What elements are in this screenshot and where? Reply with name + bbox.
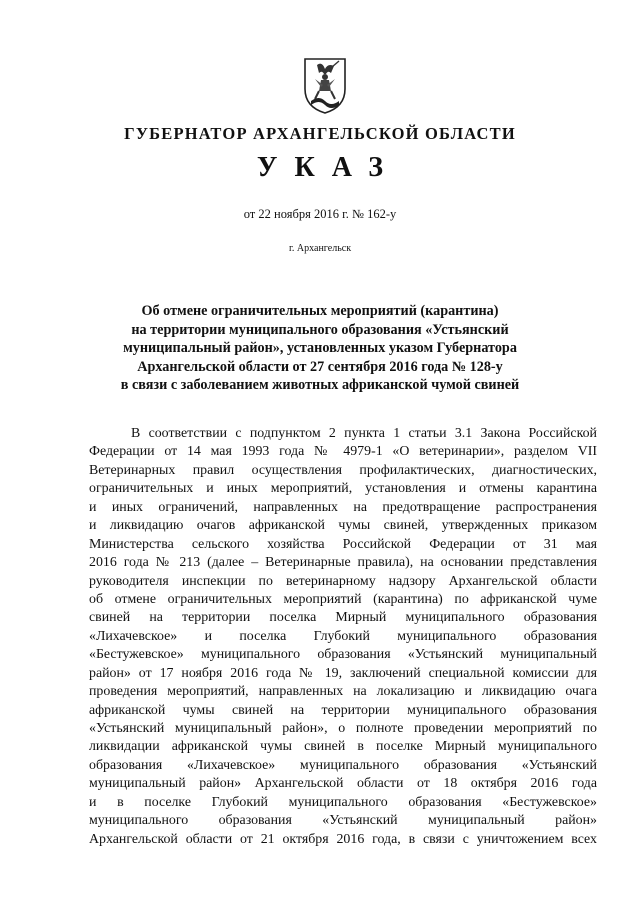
body-line: африканской чумы свиней на территории муниципального образования [89,702,597,718]
body-line: муниципального образования «Устьянский муниципальный район» [89,813,597,829]
body-line: свиней на территории поселка Мирный муниципального образования [89,610,597,626]
body-line: муниципальный район» Архангельской области от 18 октября 2016 года [89,776,597,792]
document-title [110,302,530,395]
body-line: образования «Лихачевское» муниципального образования «Устьянский [89,757,597,773]
body-line: ликвидации африканской чумы свиней в поселке Мирный муниципального [89,739,597,755]
body-line: «Лихачевское» и поселка Глубокий муниципального образования [89,628,597,644]
body-line: «Устьянский муниципальный район», о полноте проведении мероприятий по [89,721,597,736]
body-text [89,425,597,849]
place-of-issue: г. Архангельск [288,243,352,254]
body-line: 2016 года № 213 (далее – Ветеринарные правила), на основании представления [89,555,597,571]
date-and-number: от 22 ноября 2016 г. № 162-у [243,207,397,221]
issuer-heading: ГУБЕРНАТОР АРХАНГЕЛЬСКОЙ ОБЛАСТИ [124,124,516,143]
body-line: руководителя инспекции по ветеринарному надзору Архангельской области [89,573,597,589]
body-line: и ликвидацию очагов африканской чумы свиней, утвержденных приказом [89,518,597,534]
body-line: район» от 17 ноября 2016 года № 19, заключений специальной комиссии для [89,665,597,681]
body-line: «Бестужевское» муниципального образования «Устьянский муниципальный [89,647,597,663]
title-line: муниципальный район», установленных указом Губернатора [123,340,517,357]
body-line: об отмене ограничительных мероприятий (карантина) по африканской чуме [89,591,597,607]
title-line: в связи с заболеванием животных африканской чумой свиней [120,377,520,394]
body-line: и иных ограничений, направленных на предотвращение распространения [89,499,597,515]
coat-of-arms-icon [301,55,349,115]
title-line: Архангельской области от 27 сентября 2016 года № 128-у [137,358,503,375]
title-line: на территории муниципального образования «Устьянский [131,321,509,338]
body-line: ограничительных и иных мероприятий, установления и отмены карантина [89,481,597,497]
body-line: Федерации от 14 мая 1993 года № 4979-1 «О ветеринарии», разделом VII [89,444,597,460]
body-line: Архангельской области от 21 октября 2016 года, в связи с уничтожением всех [89,831,597,847]
body-line: Ветеринарных правил осуществления профилактических, диагностических, [89,462,597,478]
body-line: В соответствии с подпунктом 2 пункта 1 статьи 3.1 Закона Российской [131,426,597,441]
document-type: УКАЗ [256,152,401,183]
title-line: Об отмене ограничительных мероприятий (карантина) [141,303,499,319]
body-line: Министерства сельского хозяйства Российской Федерации от 31 мая [89,536,597,552]
body-line: и в поселке Глубокий муниципального образования «Бестужевское» [89,794,597,810]
body-line: проведения мероприятий, направленных на локализацию и ликвидацию очага [89,684,597,700]
